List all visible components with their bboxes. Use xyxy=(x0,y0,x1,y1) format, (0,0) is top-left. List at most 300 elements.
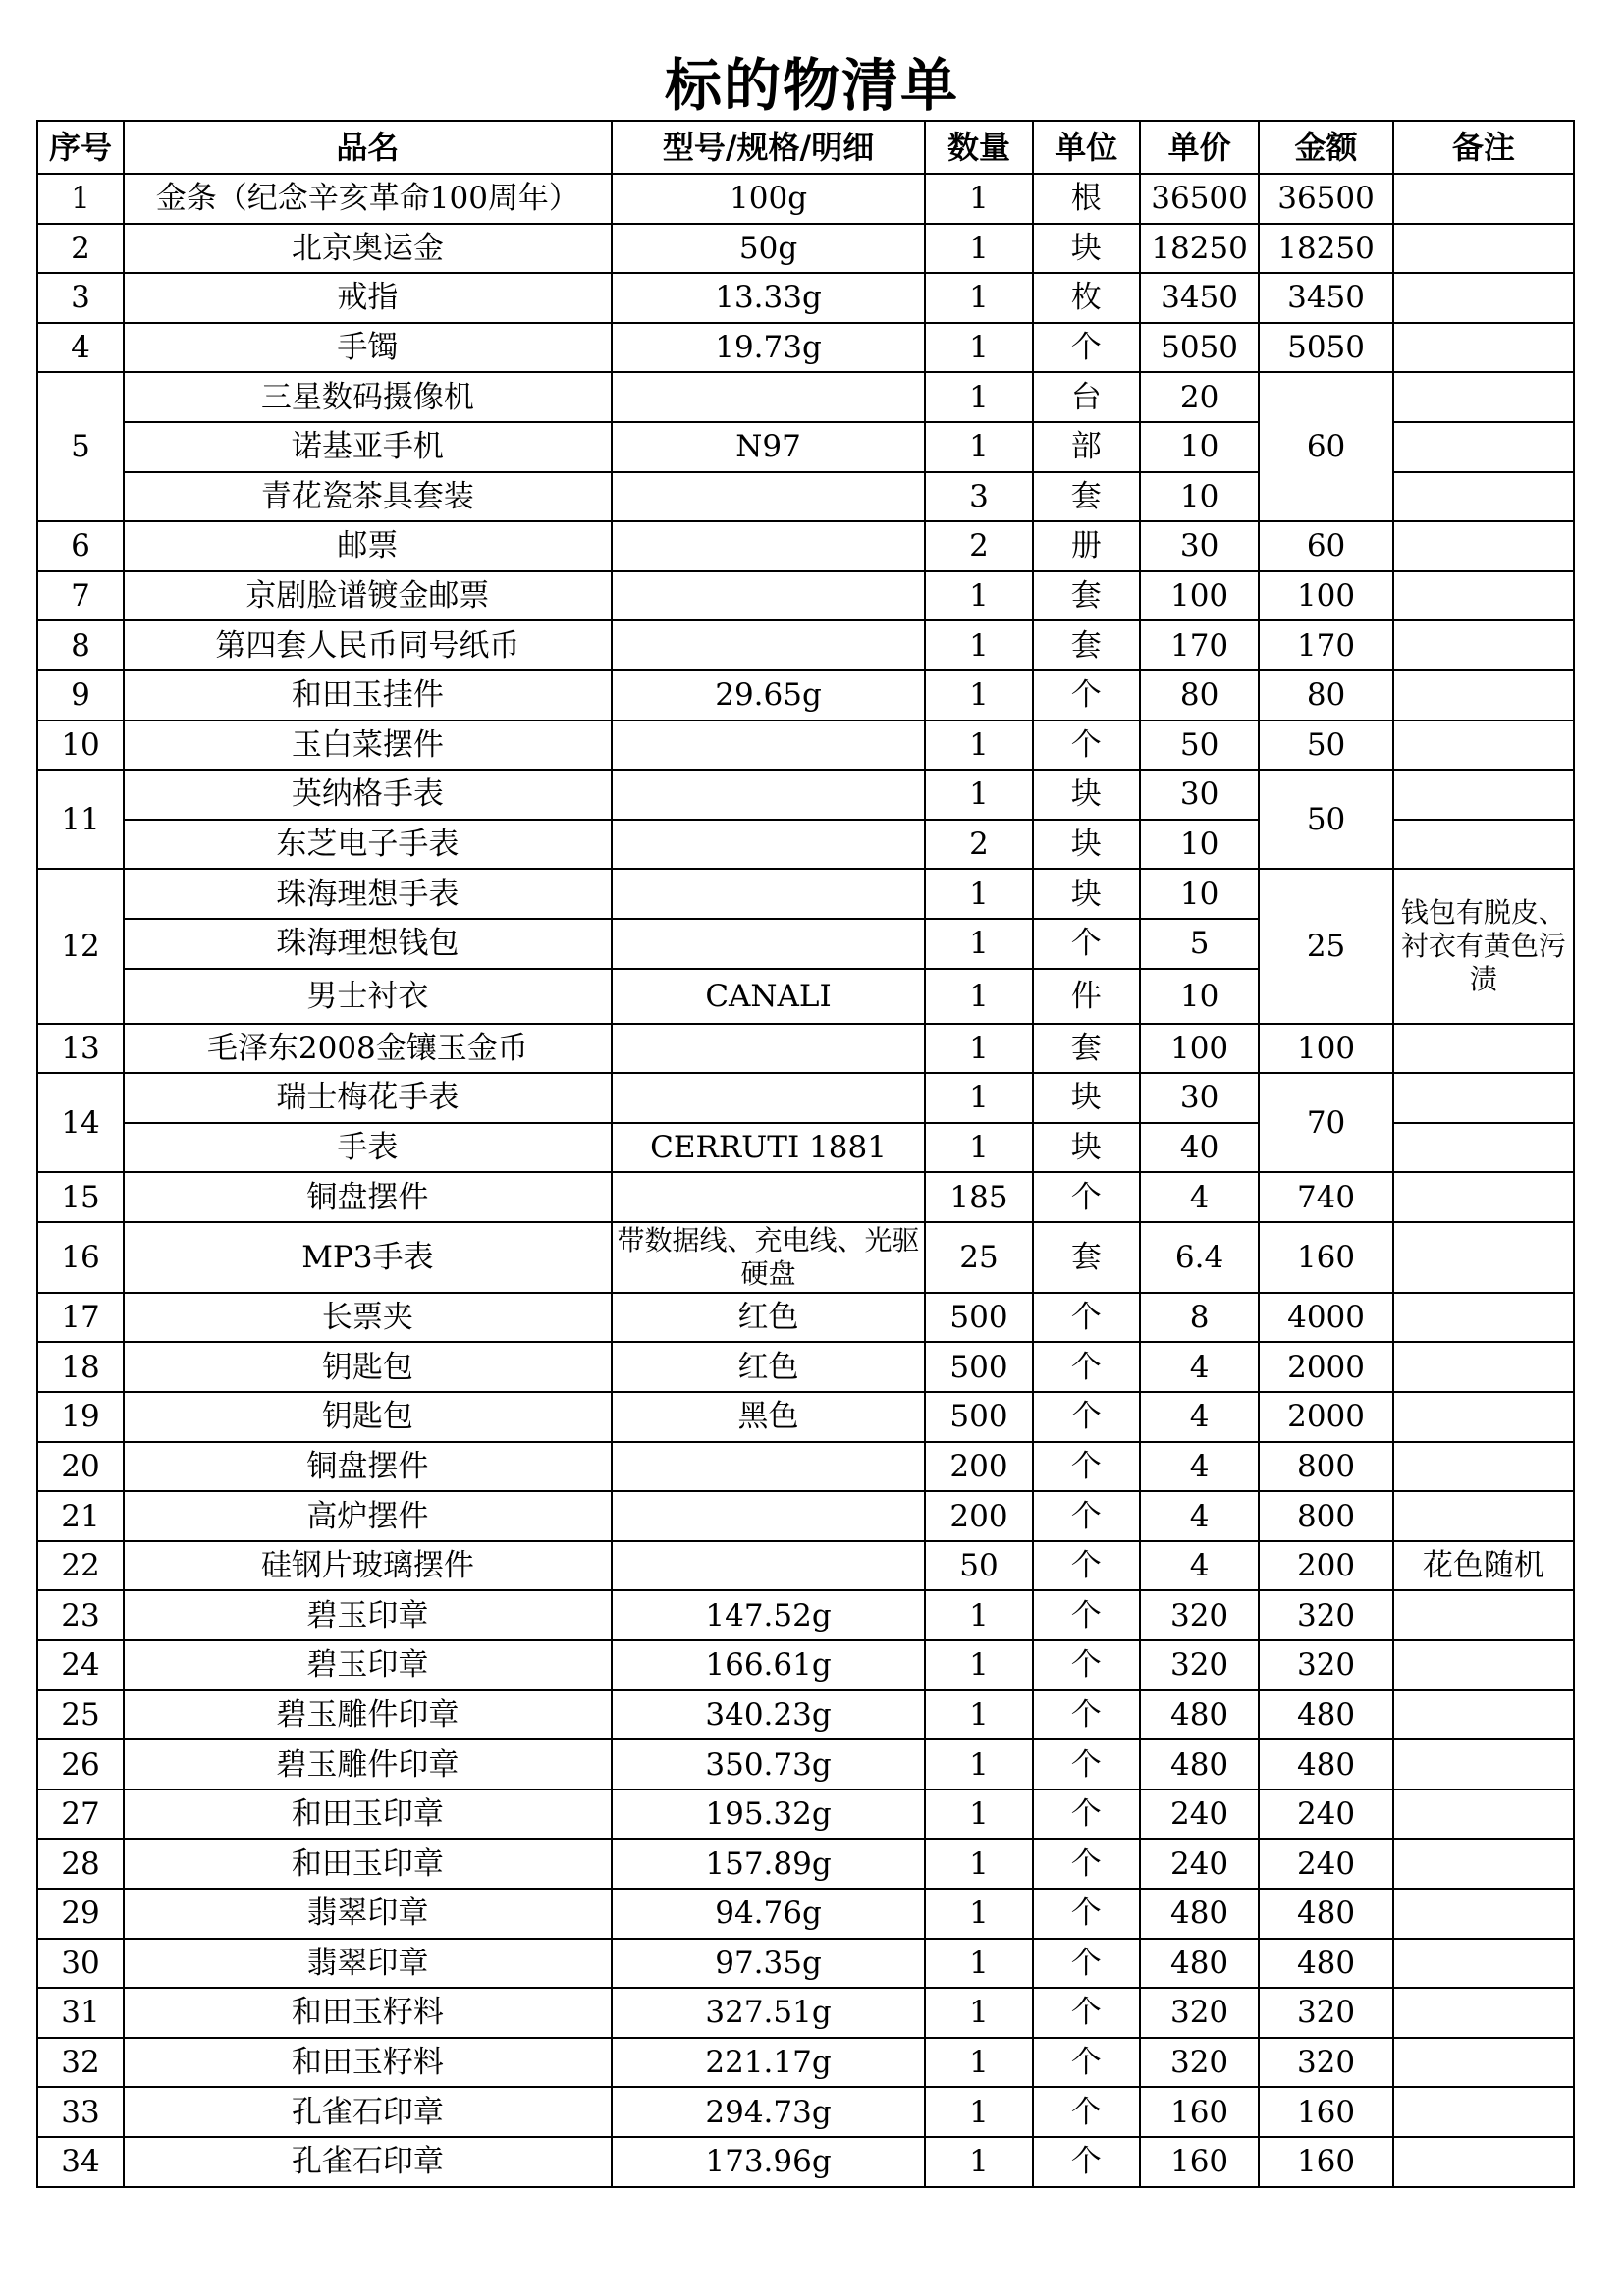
header-no: 序号 xyxy=(37,121,124,174)
cell-spec xyxy=(612,620,926,670)
cell-amount: 800 xyxy=(1259,1442,1393,1492)
cell-no: 15 xyxy=(37,1172,124,1222)
table-row xyxy=(37,1073,1574,1123)
cell-note xyxy=(1393,1442,1574,1492)
cell-amount: 480 xyxy=(1259,1939,1393,1989)
cell-note xyxy=(1393,1491,1574,1541)
cell-note xyxy=(1393,521,1574,571)
cell-note xyxy=(1393,174,1574,224)
cell-price: 10 xyxy=(1140,869,1259,919)
cell-no: 5 xyxy=(37,372,124,521)
cell-unit: 套 xyxy=(1033,571,1140,621)
cell-price: 3450 xyxy=(1140,273,1259,323)
cell-amount: 2000 xyxy=(1259,1392,1393,1442)
table-row xyxy=(37,224,1574,274)
cell-name: 邮票 xyxy=(124,521,612,571)
cell-name: 和田玉籽料 xyxy=(124,2038,612,2088)
cell-spec: 13.33g xyxy=(612,273,926,323)
cell-note xyxy=(1393,1690,1574,1740)
cell-amount: 80 xyxy=(1259,670,1393,721)
cell-spec xyxy=(612,770,926,820)
cell-amount: 50 xyxy=(1259,721,1393,771)
cell-amount: 320 xyxy=(1259,2038,1393,2088)
cell-amount: 4000 xyxy=(1259,1293,1393,1343)
cell-qty: 1 xyxy=(925,969,1032,1024)
cell-name: 玉白菜摆件 xyxy=(124,721,612,771)
cell-qty: 1 xyxy=(925,1123,1032,1173)
cell-note xyxy=(1393,1988,1574,2038)
cell-unit: 个 xyxy=(1033,1442,1140,1492)
cell-name: 手镯 xyxy=(124,323,612,373)
cell-price: 480 xyxy=(1140,1939,1259,1989)
cell-no: 22 xyxy=(37,1541,124,1591)
cell-amount: 100 xyxy=(1259,571,1393,621)
cell-name: 和田玉印章 xyxy=(124,1839,612,1889)
cell-qty: 185 xyxy=(925,1172,1032,1222)
cell-note xyxy=(1393,820,1574,870)
cell-no: 29 xyxy=(37,1889,124,1939)
cell-qty: 1 xyxy=(925,372,1032,422)
cell-price: 100 xyxy=(1140,571,1259,621)
cell-qty: 1 xyxy=(925,1839,1032,1889)
cell-unit: 件 xyxy=(1033,969,1140,1024)
table-row xyxy=(37,1293,1574,1343)
cell-name: 第四套人民币同号纸币 xyxy=(124,620,612,670)
cell-name: 京剧脸谱镀金邮票 xyxy=(124,571,612,621)
cell-amount: 320 xyxy=(1259,1590,1393,1640)
cell-note xyxy=(1393,1590,1574,1640)
cell-name: 金条（纪念辛亥革命100周年） xyxy=(124,174,612,224)
cell-unit: 块 xyxy=(1033,820,1140,870)
cell-qty: 2 xyxy=(925,820,1032,870)
cell-qty: 1 xyxy=(925,2038,1032,2088)
cell-no: 1 xyxy=(37,174,124,224)
cell-unit: 块 xyxy=(1033,770,1140,820)
cell-spec xyxy=(612,721,926,771)
cell-no: 4 xyxy=(37,323,124,373)
cell-name: 碧玉雕件印章 xyxy=(124,1690,612,1740)
cell-qty: 1 xyxy=(925,1640,1032,1690)
cell-note xyxy=(1393,1172,1574,1222)
cell-name: 三星数码摄像机 xyxy=(124,372,612,422)
cell-price: 4 xyxy=(1140,1491,1259,1541)
cell-no: 18 xyxy=(37,1342,124,1392)
cell-price: 40 xyxy=(1140,1123,1259,1173)
cell-spec xyxy=(612,1073,926,1123)
cell-amount: 240 xyxy=(1259,1839,1393,1889)
table-row xyxy=(37,1392,1574,1442)
cell-price: 10 xyxy=(1140,472,1259,522)
cell-spec: 红色 xyxy=(612,1293,926,1343)
cell-price: 160 xyxy=(1140,2137,1259,2187)
cell-note xyxy=(1393,620,1574,670)
header-unit: 单位 xyxy=(1033,121,1140,174)
cell-qty: 25 xyxy=(925,1222,1032,1293)
cell-spec xyxy=(612,1172,926,1222)
cell-spec: 红色 xyxy=(612,1342,926,1392)
table-row xyxy=(37,273,1574,323)
cell-price: 480 xyxy=(1140,1889,1259,1939)
cell-qty: 1 xyxy=(925,919,1032,969)
cell-spec: 50g xyxy=(612,224,926,274)
cell-amount: 160 xyxy=(1259,1222,1393,1293)
cell-note xyxy=(1393,372,1574,422)
cell-qty: 200 xyxy=(925,1491,1032,1541)
cell-no: 30 xyxy=(37,1939,124,1989)
cell-amount: 3450 xyxy=(1259,273,1393,323)
cell-unit: 个 xyxy=(1033,1889,1140,1939)
cell-qty: 1 xyxy=(925,2137,1032,2187)
cell-unit: 个 xyxy=(1033,1789,1140,1840)
table-row xyxy=(37,1939,1574,1989)
table-row xyxy=(37,1590,1574,1640)
cell-qty: 1 xyxy=(925,770,1032,820)
table-header-row xyxy=(37,121,1574,174)
cell-price: 30 xyxy=(1140,770,1259,820)
cell-amount: 50 xyxy=(1259,770,1393,869)
cell-note xyxy=(1393,670,1574,721)
cell-amount: 800 xyxy=(1259,1491,1393,1541)
table-row xyxy=(37,1024,1574,1074)
cell-amount: 170 xyxy=(1259,620,1393,670)
cell-spec xyxy=(612,1491,926,1541)
cell-qty: 1 xyxy=(925,670,1032,721)
cell-unit: 个 xyxy=(1033,670,1140,721)
cell-price: 50 xyxy=(1140,721,1259,771)
cell-qty: 2 xyxy=(925,521,1032,571)
cell-price: 36500 xyxy=(1140,174,1259,224)
cell-unit: 个 xyxy=(1033,1939,1140,1989)
cell-name: 和田玉籽料 xyxy=(124,1988,612,2038)
cell-qty: 1 xyxy=(925,1590,1032,1640)
cell-note xyxy=(1393,224,1574,274)
cell-unit: 册 xyxy=(1033,521,1140,571)
cell-name: 钥匙包 xyxy=(124,1342,612,1392)
cell-unit: 个 xyxy=(1033,721,1140,771)
cell-unit: 枚 xyxy=(1033,273,1140,323)
cell-price: 10 xyxy=(1140,422,1259,472)
table-row xyxy=(37,1789,1574,1840)
cell-amount: 160 xyxy=(1259,2137,1393,2187)
cell-spec: 195.32g xyxy=(612,1789,926,1840)
cell-note xyxy=(1393,1293,1574,1343)
table-row xyxy=(37,869,1574,919)
cell-unit: 个 xyxy=(1033,1172,1140,1222)
cell-no: 21 xyxy=(37,1491,124,1541)
cell-no: 25 xyxy=(37,1690,124,1740)
cell-price: 4 xyxy=(1140,1442,1259,1492)
cell-qty: 1 xyxy=(925,174,1032,224)
cell-no: 14 xyxy=(37,1073,124,1172)
cell-qty: 1 xyxy=(925,1789,1032,1840)
cell-qty: 1 xyxy=(925,323,1032,373)
cell-spec xyxy=(612,372,926,422)
cell-price: 320 xyxy=(1140,1988,1259,2038)
cell-unit: 个 xyxy=(1033,323,1140,373)
cell-price: 30 xyxy=(1140,1073,1259,1123)
cell-name: MP3手表 xyxy=(124,1222,612,1293)
cell-price: 10 xyxy=(1140,820,1259,870)
cell-name: 铜盘摆件 xyxy=(124,1442,612,1492)
cell-unit: 个 xyxy=(1033,1690,1140,1740)
cell-note xyxy=(1393,2087,1574,2137)
cell-price: 480 xyxy=(1140,1739,1259,1789)
cell-amount: 100 xyxy=(1259,1024,1393,1074)
cell-no: 27 xyxy=(37,1789,124,1840)
table-row xyxy=(37,721,1574,771)
cell-qty: 1 xyxy=(925,273,1032,323)
cell-qty: 200 xyxy=(925,1442,1032,1492)
table-row xyxy=(37,1442,1574,1492)
cell-no: 17 xyxy=(37,1293,124,1343)
cell-price: 170 xyxy=(1140,620,1259,670)
cell-no: 23 xyxy=(37,1590,124,1640)
cell-no: 11 xyxy=(37,770,124,869)
cell-amount: 240 xyxy=(1259,1789,1393,1840)
cell-qty: 1 xyxy=(925,620,1032,670)
cell-no: 26 xyxy=(37,1739,124,1789)
cell-unit: 个 xyxy=(1033,1988,1140,2038)
table-row xyxy=(37,1889,1574,1939)
cell-price: 100 xyxy=(1140,1024,1259,1074)
cell-name: 戒指 xyxy=(124,273,612,323)
cell-note xyxy=(1393,1640,1574,1690)
cell-name: 孔雀石印章 xyxy=(124,2087,612,2137)
cell-no: 7 xyxy=(37,571,124,621)
cell-qty: 500 xyxy=(925,1342,1032,1392)
cell-name: 高炉摆件 xyxy=(124,1491,612,1541)
cell-unit: 个 xyxy=(1033,1392,1140,1442)
cell-name: 英纳格手表 xyxy=(124,770,612,820)
table-row xyxy=(37,1988,1574,2038)
cell-spec xyxy=(612,472,926,522)
cell-qty: 50 xyxy=(925,1541,1032,1591)
cell-spec: 157.89g xyxy=(612,1839,926,1889)
table-row xyxy=(37,1172,1574,1222)
cell-no: 6 xyxy=(37,521,124,571)
cell-price: 4 xyxy=(1140,1342,1259,1392)
cell-spec xyxy=(612,919,926,969)
table-row xyxy=(37,1839,1574,1889)
cell-spec: CANALI xyxy=(612,969,926,1024)
cell-price: 320 xyxy=(1140,1640,1259,1690)
cell-name: 男士衬衣 xyxy=(124,969,612,1024)
cell-unit: 个 xyxy=(1033,2038,1140,2088)
cell-price: 4 xyxy=(1140,1172,1259,1222)
table-row xyxy=(37,620,1574,670)
cell-unit: 块 xyxy=(1033,869,1140,919)
cell-no: 33 xyxy=(37,2087,124,2137)
cell-spec: 166.61g xyxy=(612,1640,926,1690)
cell-name: 珠海理想手表 xyxy=(124,869,612,919)
table-row xyxy=(37,571,1574,621)
header-name: 品名 xyxy=(124,121,612,174)
cell-price: 8 xyxy=(1140,1293,1259,1343)
cell-name: 翡翠印章 xyxy=(124,1939,612,1989)
cell-note xyxy=(1393,422,1574,472)
cell-note xyxy=(1393,2038,1574,2088)
table-row xyxy=(37,521,1574,571)
cell-spec xyxy=(612,820,926,870)
table-row xyxy=(37,770,1574,820)
cell-note xyxy=(1393,1392,1574,1442)
cell-amount: 480 xyxy=(1259,1739,1393,1789)
cell-name: 硅钢片玻璃摆件 xyxy=(124,1541,612,1591)
cell-price: 320 xyxy=(1140,1590,1259,1640)
table-row xyxy=(37,2038,1574,2088)
cell-qty: 1 xyxy=(925,1988,1032,2038)
cell-spec: 19.73g xyxy=(612,323,926,373)
cell-price: 30 xyxy=(1140,521,1259,571)
cell-note xyxy=(1393,1839,1574,1889)
table-row xyxy=(37,1690,1574,1740)
cell-unit: 个 xyxy=(1033,1839,1140,1889)
cell-note xyxy=(1393,472,1574,522)
table-row xyxy=(37,1222,1574,1293)
cell-unit: 个 xyxy=(1033,1541,1140,1591)
cell-no: 8 xyxy=(37,620,124,670)
cell-qty: 1 xyxy=(925,2087,1032,2137)
cell-note xyxy=(1393,571,1574,621)
cell-note: 花色随机 xyxy=(1393,1541,1574,1591)
cell-price: 10 xyxy=(1140,969,1259,1024)
cell-note xyxy=(1393,770,1574,820)
cell-unit: 套 xyxy=(1033,1024,1140,1074)
cell-unit: 个 xyxy=(1033,1342,1140,1392)
cell-amount: 480 xyxy=(1259,1690,1393,1740)
table-row xyxy=(37,1640,1574,1690)
cell-unit: 部 xyxy=(1033,422,1140,472)
cell-unit: 个 xyxy=(1033,1640,1140,1690)
cell-amount: 25 xyxy=(1259,869,1393,1023)
cell-unit: 个 xyxy=(1033,2087,1140,2137)
cell-qty: 1 xyxy=(925,571,1032,621)
cell-name: 手表 xyxy=(124,1123,612,1173)
cell-note xyxy=(1393,1789,1574,1840)
cell-amount: 70 xyxy=(1259,1073,1393,1172)
table-row xyxy=(37,2087,1574,2137)
cell-qty: 500 xyxy=(925,1392,1032,1442)
cell-qty: 1 xyxy=(925,1073,1032,1123)
cell-unit: 根 xyxy=(1033,174,1140,224)
cell-note xyxy=(1393,1342,1574,1392)
cell-spec: N97 xyxy=(612,422,926,472)
cell-unit: 台 xyxy=(1033,372,1140,422)
header-qty: 数量 xyxy=(925,121,1032,174)
cell-name: 碧玉雕件印章 xyxy=(124,1739,612,1789)
cell-spec xyxy=(612,521,926,571)
cell-name: 碧玉印章 xyxy=(124,1590,612,1640)
cell-name: 瑞士梅花手表 xyxy=(124,1073,612,1123)
cell-qty: 1 xyxy=(925,869,1032,919)
page-title: 标的物清单 xyxy=(664,52,959,119)
cell-qty: 1 xyxy=(925,1690,1032,1740)
header-price: 单价 xyxy=(1140,121,1259,174)
cell-qty: 1 xyxy=(925,1739,1032,1789)
cell-unit: 块 xyxy=(1033,1073,1140,1123)
cell-unit: 个 xyxy=(1033,919,1140,969)
cell-price: 18250 xyxy=(1140,224,1259,274)
cell-unit: 块 xyxy=(1033,224,1140,274)
cell-amount: 36500 xyxy=(1259,174,1393,224)
table-row xyxy=(37,2137,1574,2187)
cell-price: 4 xyxy=(1140,1392,1259,1442)
cell-name: 和田玉挂件 xyxy=(124,670,612,721)
cell-no: 24 xyxy=(37,1640,124,1690)
cell-amount: 18250 xyxy=(1259,224,1393,274)
cell-spec: 294.73g xyxy=(612,2087,926,2137)
header-amount: 金额 xyxy=(1259,121,1393,174)
cell-spec xyxy=(612,869,926,919)
cell-spec xyxy=(612,1541,926,1591)
table-row xyxy=(37,174,1574,224)
cell-note xyxy=(1393,1024,1574,1074)
cell-no: 2 xyxy=(37,224,124,274)
item-list-table xyxy=(36,120,1575,2188)
cell-qty: 1 xyxy=(925,1889,1032,1939)
cell-unit: 块 xyxy=(1033,1123,1140,1173)
cell-unit: 个 xyxy=(1033,2137,1140,2187)
cell-no: 28 xyxy=(37,1839,124,1889)
header-spec: 型号/规格/明细 xyxy=(612,121,926,174)
cell-qty: 3 xyxy=(925,472,1032,522)
cell-no: 9 xyxy=(37,670,124,721)
cell-spec: 221.17g xyxy=(612,2038,926,2088)
table-row xyxy=(37,372,1574,422)
cell-amount: 160 xyxy=(1259,2087,1393,2137)
cell-spec xyxy=(612,571,926,621)
cell-price: 80 xyxy=(1140,670,1259,721)
cell-unit: 套 xyxy=(1033,472,1140,522)
cell-no: 3 xyxy=(37,273,124,323)
table-body xyxy=(37,174,1574,2187)
cell-amount: 60 xyxy=(1259,521,1393,571)
table-row xyxy=(37,1541,1574,1591)
cell-price: 480 xyxy=(1140,1690,1259,1740)
cell-no: 16 xyxy=(37,1222,124,1293)
cell-name: 诺基亚手机 xyxy=(124,422,612,472)
cell-amount: 740 xyxy=(1259,1172,1393,1222)
cell-price: 6.4 xyxy=(1140,1222,1259,1293)
cell-amount: 200 xyxy=(1259,1541,1393,1591)
cell-amount: 60 xyxy=(1259,372,1393,521)
cell-name: 青花瓷茶具套装 xyxy=(124,472,612,522)
cell-unit: 个 xyxy=(1033,1739,1140,1789)
cell-no: 10 xyxy=(37,721,124,771)
cell-name: 铜盘摆件 xyxy=(124,1172,612,1222)
cell-price: 5 xyxy=(1140,919,1259,969)
cell-spec: 327.51g xyxy=(612,1988,926,2038)
cell-note xyxy=(1393,1123,1574,1173)
cell-spec: 29.65g xyxy=(612,670,926,721)
cell-qty: 1 xyxy=(925,224,1032,274)
cell-spec: 340.23g xyxy=(612,1690,926,1740)
cell-unit: 套 xyxy=(1033,1222,1140,1293)
cell-name: 长票夹 xyxy=(124,1293,612,1343)
cell-price: 4 xyxy=(1140,1541,1259,1591)
cell-note xyxy=(1393,1222,1574,1293)
cell-spec: 带数据线、充电线、光驱硬盘 xyxy=(612,1222,926,1293)
cell-no: 32 xyxy=(37,2038,124,2088)
cell-name: 碧玉印章 xyxy=(124,1640,612,1690)
cell-price: 20 xyxy=(1140,372,1259,422)
cell-price: 240 xyxy=(1140,1789,1259,1840)
cell-price: 320 xyxy=(1140,2038,1259,2088)
cell-no: 31 xyxy=(37,1988,124,2038)
cell-note: 钱包有脱皮、衬衣有黄色污渍 xyxy=(1393,869,1574,1023)
cell-note xyxy=(1393,1073,1574,1123)
cell-no: 20 xyxy=(37,1442,124,1492)
